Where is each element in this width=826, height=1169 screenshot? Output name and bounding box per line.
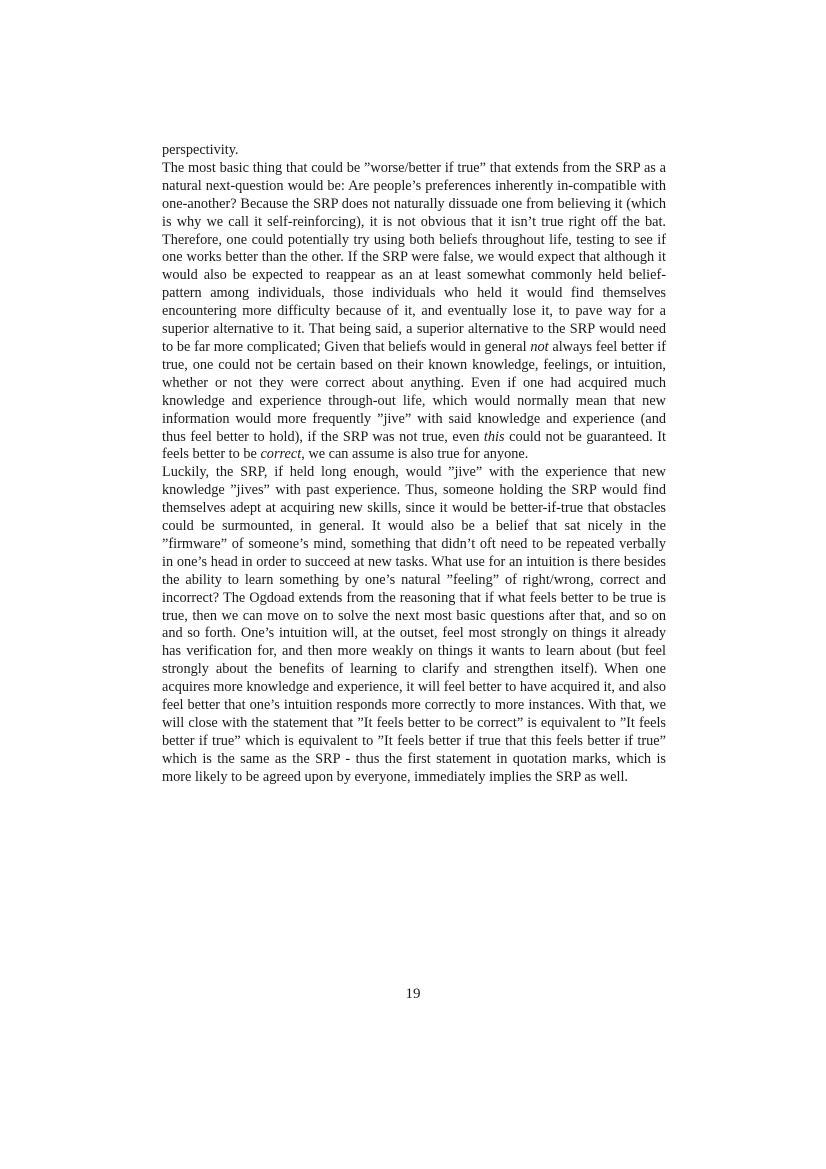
page-number: 19: [405, 986, 421, 1002]
body-text: [162, 142, 666, 787]
emphasis-text: correct: [260, 446, 302, 463]
paragraph-1: [162, 160, 666, 464]
paragraph-text: Luckily, the SRP, if held long enough, would ”jive” with the experience that new knowledge ”jives” with past experience. Thus, someone holding the SRP would find themselves adept at acquiring new skills, since it would be better-if-true that obstacles could be surmounted, in general. It would also be a belief that sat nicely in the ”firmware” of someone’s mind, something that didn’t oft need to be repeated verbally in one’s head in order to succeed at new tasks. What use for an intuition is there besides the ability to learn something by one’s natural ”feeling” of right/wrong, correct and incorrect? The Ogdoad extends from the reasoning that if what feels better to be true is true, then we can move on to solve the next most basic questions after that, and so on and so forth. One’s intuition will, at the outset, feel most strongly on things it already has verification for, and then more weakly on things it wants to learn about (but feel strongly about the benefits of learning to clarify and strengthen itself). When one acquires more knowledge and experience, it will feel better to have acquired it, and also feel better that one’s intuition responds more correctly to more instances. With that, we will close with the statement that ”It feels better to be correct” is equivalent to ”It feels better if true” which is equivalent to ”It feels better if true that this feels better if true” which is the same as the SRP - thus the first statement in quotation marks, which is more likely to be agreed upon by everyone, immediately implies the SRP as well.: [162, 464, 666, 785]
paragraph-text: always feel better if true, one could not be certain based on their known knowledge, feelings, or intuition, whether or not they were correct about anything. Even if one had acquired much knowledge and experience through-out life, which would normally mean that new information would more frequently ”jive” with said knowledge and experience (and thus feel better to hold), if the SRP was not true, even: [162, 338, 666, 445]
paragraph-text: perspectivity.: [162, 142, 239, 158]
paragraph-0: [162, 142, 666, 160]
emphasis-text: not: [530, 338, 549, 355]
paragraph-2: [162, 464, 666, 786]
paragraph-text: could not be guaranteed. It feels better to be: [162, 428, 666, 463]
emphasis-text: this: [483, 428, 505, 445]
paragraph-text: The most basic thing that could be ”worse/better if true” that extends from the SRP as a natural next-question would be: Are people’s preferences inherently in-compatible with one-another? Because the SRP does not naturally dissuade one from believing it (which is why we call it self-reinforcing), it is not obvious that it isn’t true right off the bat. Therefore, one could potentially try using both beliefs throughout life, testing to see if one works better than the other. If the SRP were false, we would expect that although it would also be expected to reappear as an at least somewhat commonly held belief-pattern among individuals, those individuals who held it would find themselves encountering more difficulty because of it, and eventually lose it, to pave way for a superior alternative to it. That being said, a superior alternative to the SRP would need to be far more complicated; Given that beliefs would in general: [162, 159, 666, 355]
paragraph-text: , we can assume is also true for anyone.: [301, 446, 529, 463]
